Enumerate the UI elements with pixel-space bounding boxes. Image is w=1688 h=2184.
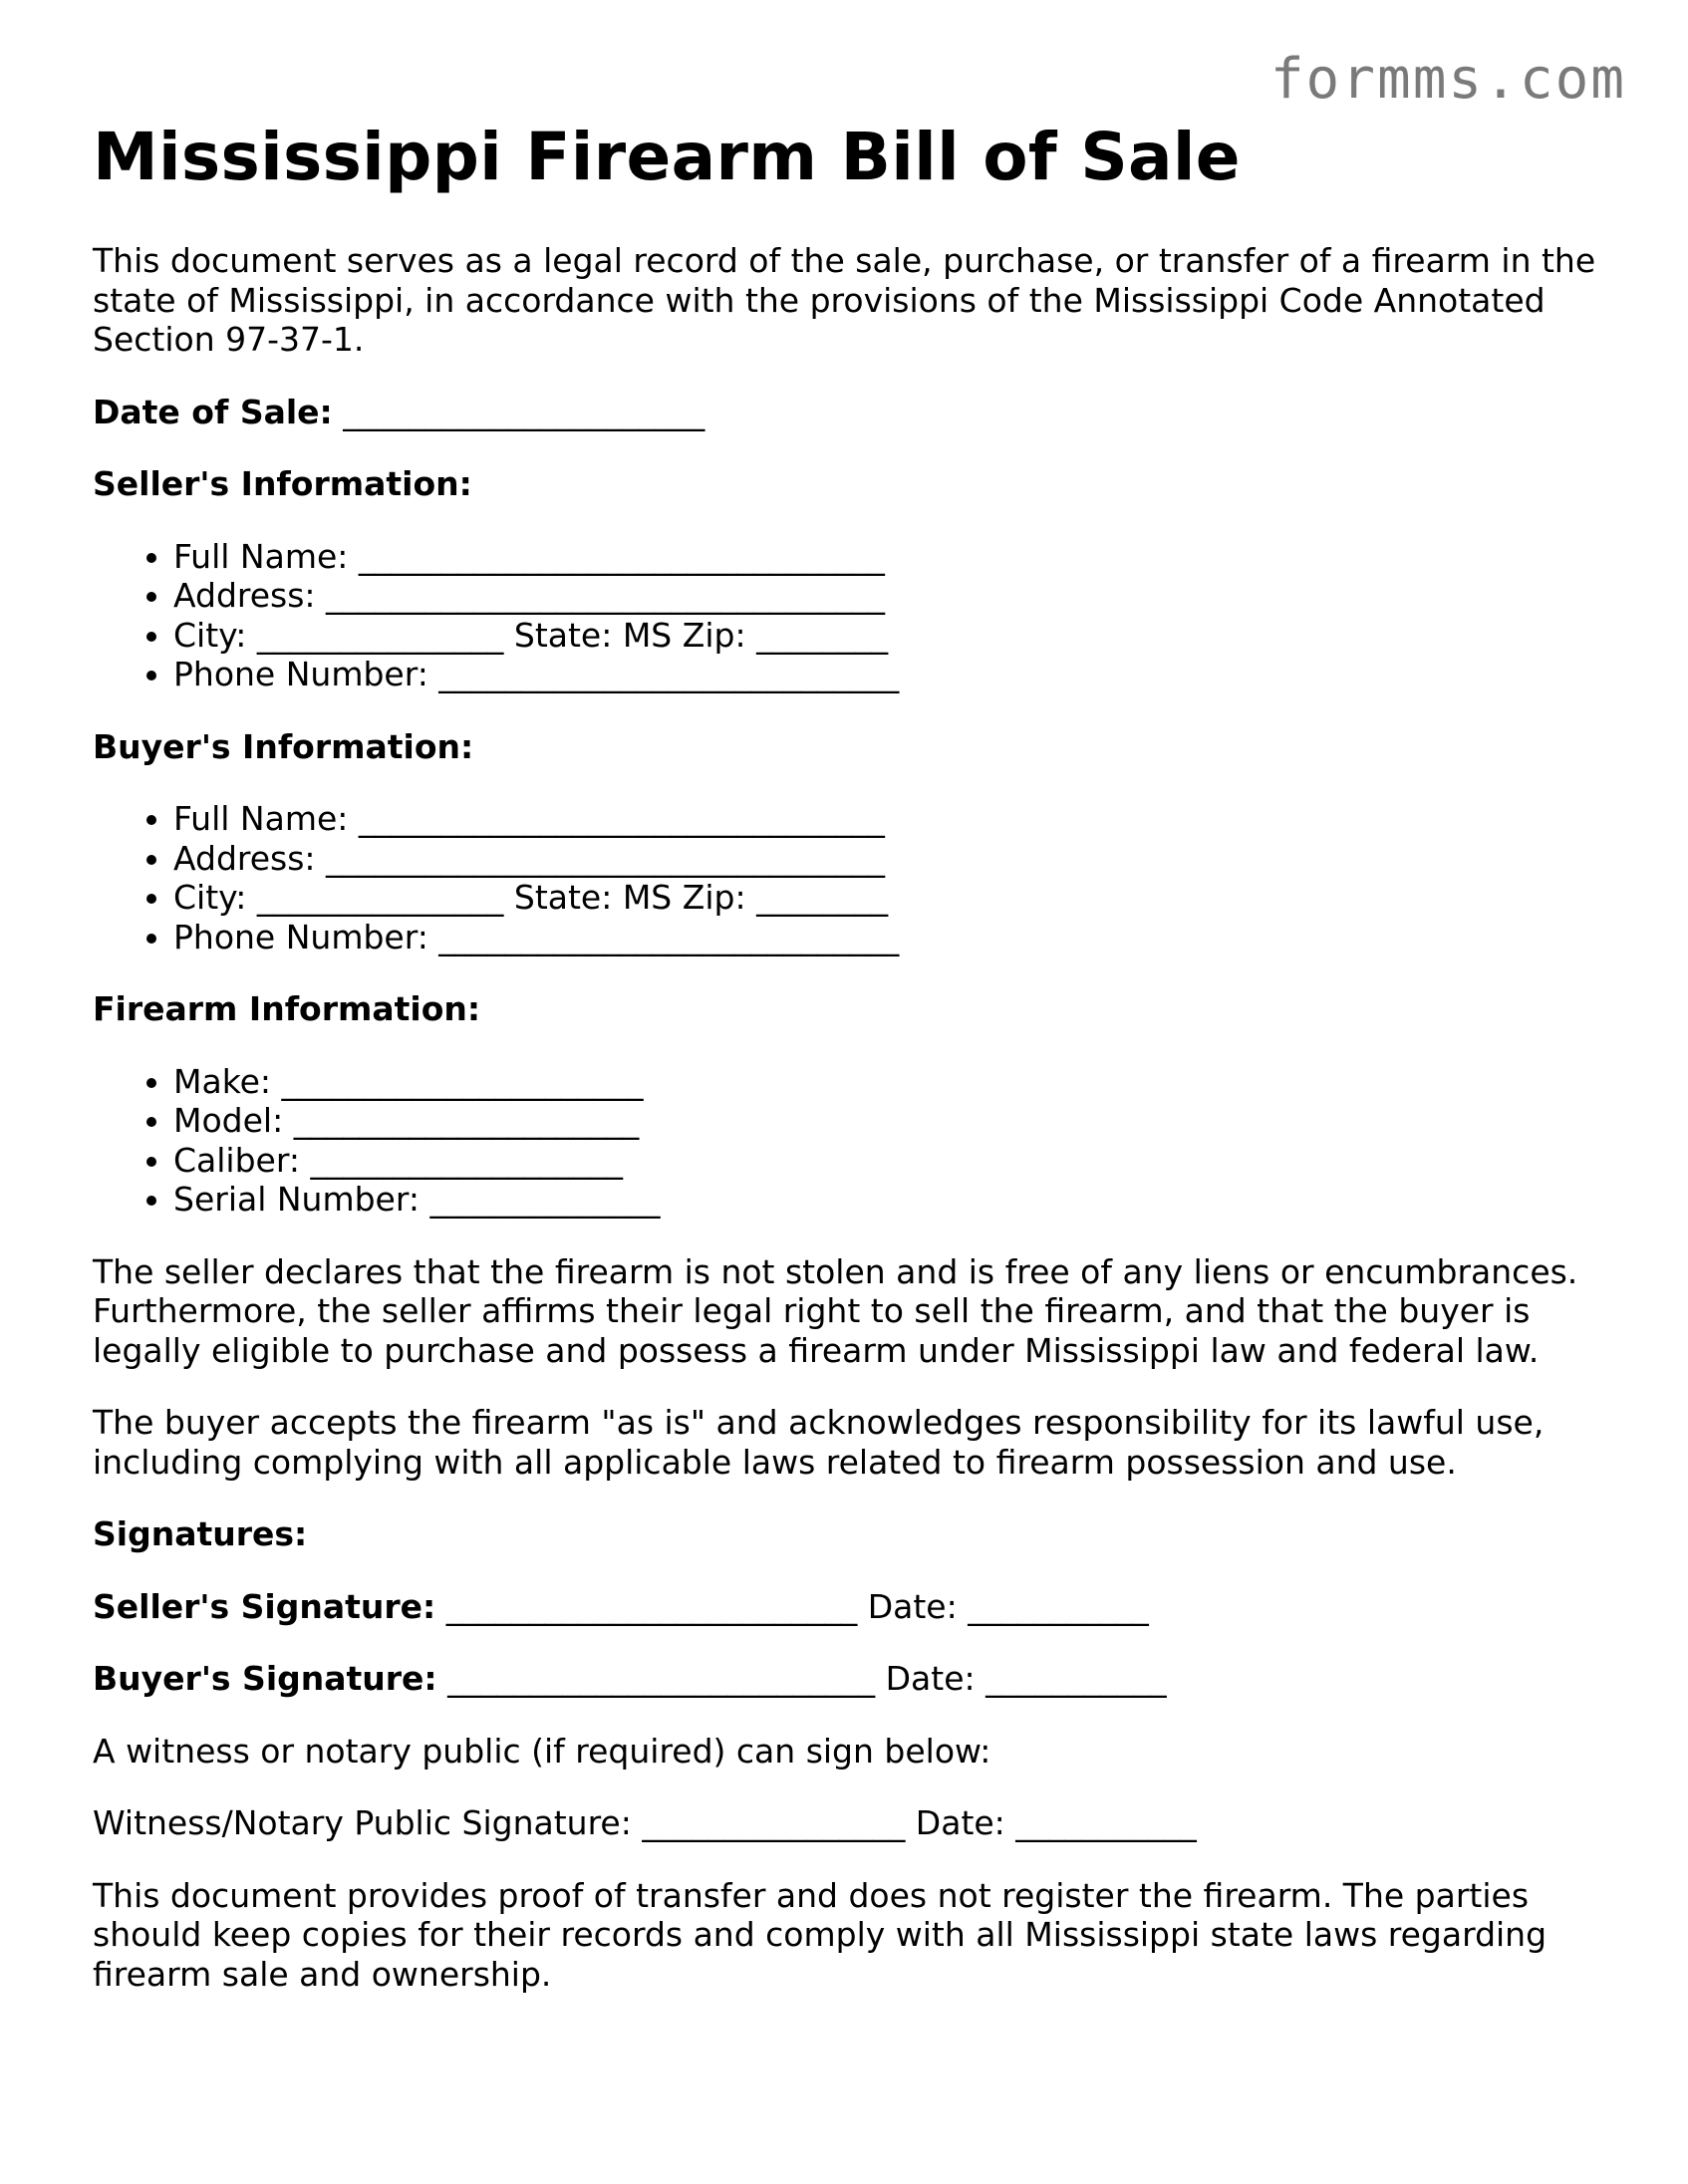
date-of-sale-line	[93, 393, 1607, 432]
buyer-info-list	[93, 799, 1607, 956]
declaration-paragraph: The seller declares that the firearm is not stolen and is free of any liens or encumbrances. Furthermore, the seller affirms their legal right to sell the firearm, and that the buyer is legally eligible to purchase and possess a firearm under Mississippi law and federal law.	[93, 1251, 1578, 1370]
firearm-caliber-field[interactable]: • Caliber: ___________________	[173, 1141, 1607, 1181]
intro-paragraph: This document serves as a legal record of the sale, purchase, or transfer of a firearm in the state of Mississippi, in accordance with the provisions of the Mississippi Code Annotated Section 97-37-1.	[93, 241, 1596, 359]
date-of-sale-field[interactable]: ______________________	[343, 392, 705, 431]
seller-city-state-zip-field[interactable]: • City: _______________ State: MS Zip: ________	[173, 616, 1607, 656]
firearm-info-list	[93, 1062, 1607, 1220]
buyer-city-state-zip-field[interactable]: • City: _______________ State: MS Zip: ________	[173, 878, 1607, 918]
firearm-serial-field[interactable]: • Serial Number: ______________	[173, 1180, 1607, 1220]
seller-address-field[interactable]: • Address: __________________________________	[173, 576, 1607, 616]
buyer-address-field[interactable]: • Address: __________________________________	[173, 839, 1607, 879]
buyer-heading: Buyer's Information:	[93, 726, 474, 766]
witness-intro: A witness or notary public (if required) can sign below:	[93, 1731, 991, 1771]
witness-signature-field[interactable]: Witness/Notary Public Signature: ________________ Date: ___________	[93, 1803, 1197, 1842]
buyer-phone-field[interactable]: • Phone Number: ____________________________	[173, 918, 1607, 957]
closing-paragraph: This document provides proof of transfer and does not register the firearm. The parties should keep copies for their records and comply with all Mississippi state laws regarding firearm sale and ownership.	[93, 1875, 1547, 1994]
watermark: formms.com	[1269, 47, 1626, 112]
acceptance-paragraph: The buyer accepts the firearm "as is" and acknowledges responsibility for its lawful use, including complying with all applicable laws related to firearm possession and use.	[93, 1403, 1545, 1482]
seller-phone-field[interactable]: • Phone Number: ____________________________	[173, 655, 1607, 694]
seller-info-list	[93, 537, 1607, 694]
buyer-signature-label: Buyer's Signature:	[93, 1659, 437, 1698]
firearm-model-field[interactable]: • Model: _____________________	[173, 1101, 1607, 1141]
seller-heading: Seller's Information:	[93, 464, 472, 503]
document-title: Mississippi Firearm Bill of Sale	[93, 119, 1241, 195]
date-of-sale-label: Date of Sale:	[93, 392, 333, 431]
seller-signature-line	[93, 1587, 1607, 1627]
signatures-heading: Signatures:	[93, 1514, 308, 1553]
buyer-full-name-field[interactable]: • Full Name: ________________________________	[173, 799, 1607, 839]
buyer-signature-line	[93, 1659, 1607, 1699]
document-page	[93, 118, 1607, 2027]
firearm-heading: Firearm Information:	[93, 989, 481, 1028]
seller-signature-label: Seller's Signature:	[93, 1586, 436, 1626]
buyer-signature-field[interactable]: __________________________ Date: ___________	[447, 1659, 1167, 1698]
firearm-make-field[interactable]: • Make: ______________________	[173, 1062, 1607, 1102]
seller-full-name-field[interactable]: • Full Name: ________________________________	[173, 537, 1607, 577]
seller-signature-field[interactable]: _________________________ Date: ___________	[445, 1586, 1149, 1626]
